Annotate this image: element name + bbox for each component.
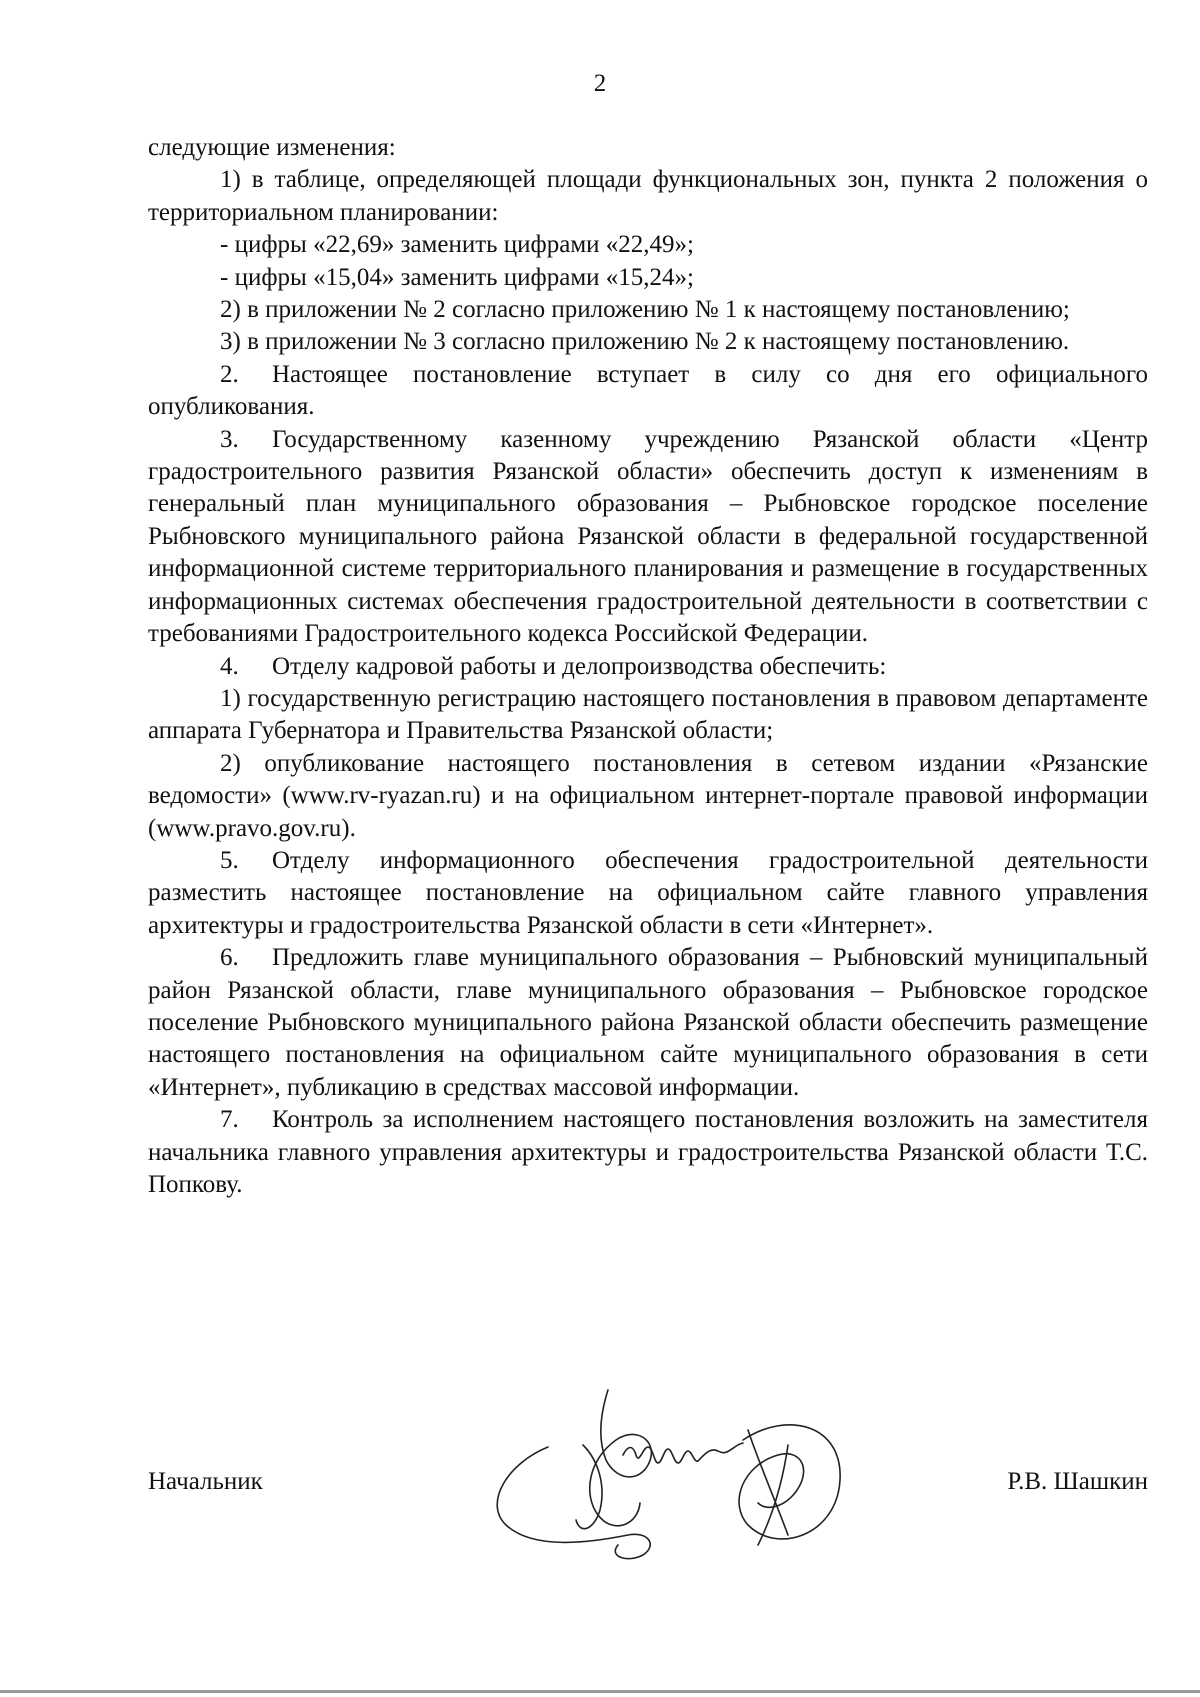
- page-bottom-divider: [0, 1690, 1200, 1693]
- paragraph-item-4-2: 2) опубликование настоящего постановления в сетевом издании «Рязанские ведомости» (www.rv-ryazan.ru) и на официальном интернет-портале правовой информации (www.pravo.gov.ru).: [148, 749, 1148, 842]
- paragraph-item-6: [148, 942, 1148, 1104]
- item-number: 4.: [220, 652, 239, 680]
- item-text: Предложить главе муниципального образования – Рыбновский муниципальный район Рязанской области, главе муниципального образования – Рыбновское городское поселение Рыбновского муниципального района Рязанской области обеспечить размещение настоящего постановления на официальном сайте муниципального образования в сети «Интернет», публикацию в средствах массовой информации.: [148, 944, 1148, 1101]
- item-text: Отделу информационного обеспечения градостроительной деятельности разместить настоящее постановление на официальном сайте главного управления архитектуры и градостроительства Рязанской области в сети «Интернет».: [148, 846, 1148, 939]
- paragraph-intro: следующие изменения:: [148, 134, 396, 161]
- item-number: 5.: [220, 846, 239, 874]
- paragraph-change-2: 2) в приложении № 2 согласно приложению № 1 к настоящему постановлению;: [220, 296, 1070, 324]
- item-number: 2.: [220, 360, 239, 388]
- paragraph-change-1: 1) в таблице, определяющей площади функциональных зон, пункта 2 положения о территориальном планировании:: [148, 166, 1148, 226]
- item-number: 6.: [220, 944, 239, 972]
- paragraph-item-4: [148, 651, 1148, 683]
- paragraph-change-1b: - цифры «15,04» заменить цифрами «15,24»;: [220, 263, 694, 291]
- item-text: Контроль за исполнением настоящего постановления возложить на заместителя начальника главного управления архитектуры и градостроительства Рязанской области Т.С. Попкову.: [148, 1106, 1148, 1198]
- item-text: Государственному казенному учреждению Рязанской области «Центр градостроительного развития Рязанской области» обеспечить доступ к изменениям в генеральный план муниципального образования – Рыбновское городское поселение Рыбновского муниципального района Рязанской области в федеральной государственной информационной системе территориального планирования и размещение в государственных информационных системах обеспечения градостроительной деятельности в соответствии с требованиями Градостроительного кодекса Российской Федерации.: [148, 425, 1148, 648]
- signatory-name: Р.В. Шашкин: [1007, 1468, 1148, 1495]
- paragraph-change-1a: - цифры «22,69» заменить цифрами «22,49»;: [220, 231, 694, 259]
- item-number: 7.: [220, 1106, 239, 1134]
- item-text: Настоящее постановление вступает в силу со дня его официального опубликования.: [148, 360, 1148, 421]
- item-number: 3.: [220, 425, 239, 453]
- paragraph-item-4-1: 1) государственную регистрацию настоящего постановления в правовом департаменте аппарата Губернатора и Правительства Рязанской области;: [148, 684, 1148, 745]
- page-number: 2: [593, 70, 607, 97]
- item-text: Отделу кадровой работы и делопроизводства обеспечить:: [272, 652, 887, 680]
- handwritten-signature: [488, 1385, 878, 1565]
- signatory-title: Начальник: [148, 1468, 263, 1495]
- paragraph-item-5: [148, 845, 1148, 942]
- paragraph-item-7: [148, 1104, 1148, 1201]
- document-body: [148, 132, 1148, 1201]
- paragraph-item-3: [148, 424, 1148, 651]
- paragraph-item-2: [148, 359, 1148, 424]
- paragraph-change-3: 3) в приложении № 3 согласно приложению № 2 к настоящему постановлению.: [220, 328, 1070, 356]
